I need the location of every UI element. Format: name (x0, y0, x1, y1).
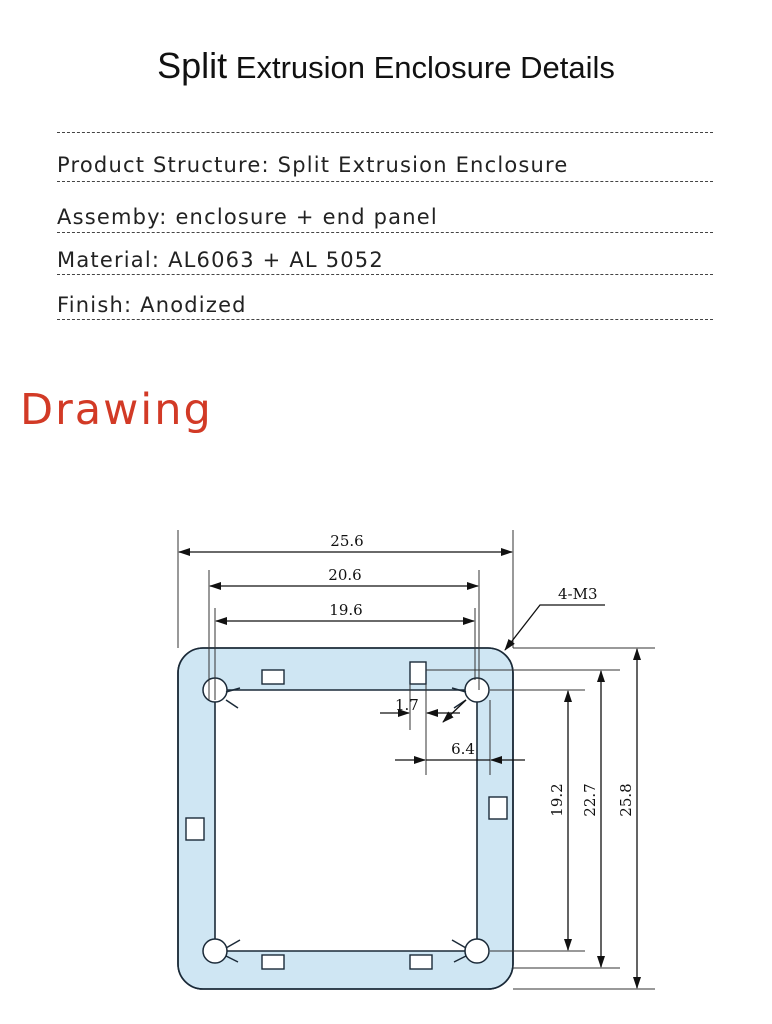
enclosure-profile (178, 648, 513, 989)
dim-label-slot: 1.7 (395, 696, 419, 714)
dim-label-screw: 4-M3 (558, 585, 598, 603)
notch-right (489, 797, 507, 819)
dim-label-offset: 6.4 (451, 740, 475, 758)
spec-value: enclosure + end panel (175, 205, 438, 229)
notches (186, 662, 507, 969)
notch-top (262, 670, 284, 684)
boss-slot (452, 688, 466, 708)
spec-value: Anodized (140, 293, 247, 317)
leader-slot (443, 700, 466, 722)
dim-label-width-outer: 25.6 (330, 532, 364, 550)
spec-separator: : (151, 248, 161, 272)
dim-label-hole-pitch: 19.2 (548, 783, 566, 817)
spec-label: Assemby (57, 205, 160, 229)
notch-left (186, 818, 204, 840)
spec-label: Finish (57, 293, 124, 317)
screw-hole-br (465, 939, 489, 963)
dim-label-height-outer: 25.8 (617, 783, 635, 817)
section-title: Drawing (20, 385, 213, 435)
spec-separator: : (123, 293, 133, 317)
title-rest: Extrusion Enclosure Details (235, 50, 615, 85)
dimension-lines (179, 552, 637, 988)
profile-wall (178, 648, 513, 989)
screw-hole-bl (203, 939, 227, 963)
spec-label: Product Structure (57, 153, 262, 177)
notch-top-slot (410, 662, 426, 684)
spec-separator: : (159, 205, 168, 229)
spec-separator: : (261, 153, 270, 177)
dim-label-width-inner: 19.6 (329, 601, 363, 619)
screw-bosses (203, 678, 489, 963)
dim-label-height-mid: 22.7 (581, 783, 599, 817)
notch-bottom (410, 955, 432, 969)
spec-label: Material (57, 248, 152, 272)
spec-value: Split Extrusion Enclosure (277, 153, 569, 177)
notch-bottom (262, 955, 284, 969)
leader-screw (505, 605, 605, 650)
boss-slot (226, 688, 240, 708)
title-lead: Split (157, 45, 228, 86)
outer-outline (178, 648, 513, 989)
spec-value: AL6063 + AL 5052 (168, 248, 384, 272)
screw-hole-tr (465, 678, 489, 702)
dim-label-width-mid: 20.6 (328, 566, 362, 584)
